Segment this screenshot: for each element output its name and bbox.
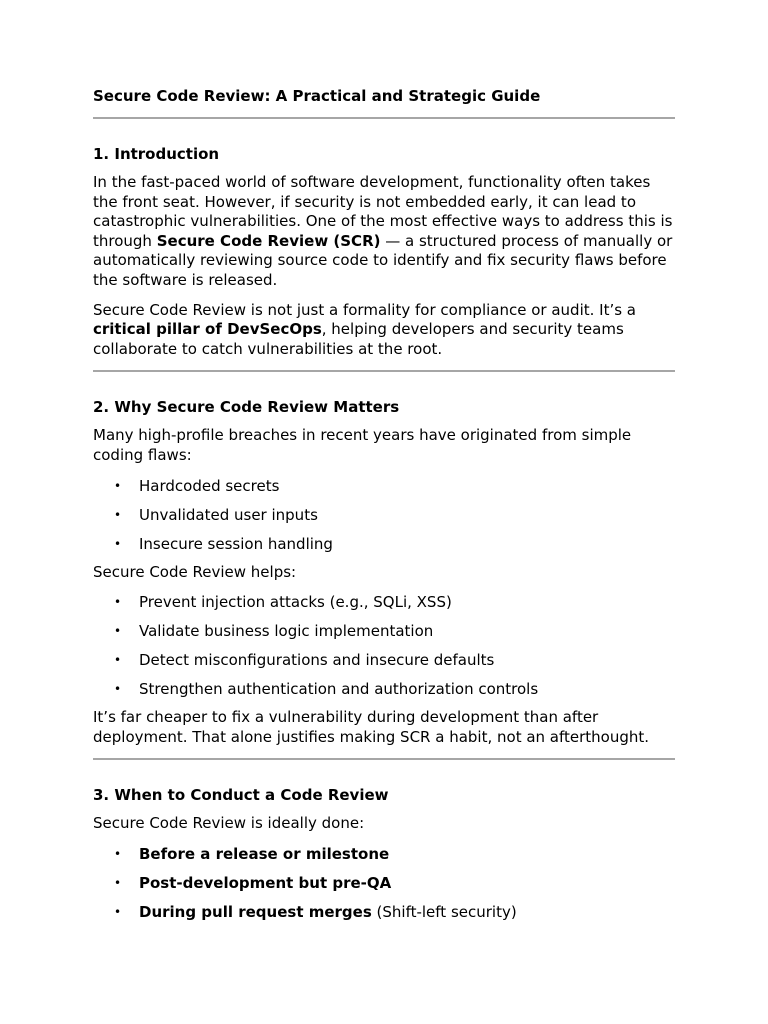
list-item <box>93 534 675 554</box>
list-item <box>93 844 675 864</box>
list-item <box>93 476 675 496</box>
section-heading-when-to-conduct: 3. When to Conduct a Code Review <box>93 786 389 805</box>
list-item-text: Validate business logic implementation <box>139 622 434 641</box>
list-item-text: Strengthen authentication and authorization controls <box>139 680 539 699</box>
intro-text-end: — a structured process of manually or automatically reviewing source code to identify and fix security flaws before the software is released. <box>93 231 673 289</box>
list-item <box>93 621 675 641</box>
list-item <box>93 873 675 893</box>
bullet-icon: • <box>114 875 122 890</box>
bullet-icon: • <box>114 507 122 522</box>
why-closing-paragraph: It’s far cheaper to fix a vulnerability during development than after deployment. That alone justifies making SCR a habit, not an afterthought. <box>93 708 650 746</box>
section-heading-why-matters: 2. Why Secure Code Review Matters <box>93 398 400 417</box>
bullet-icon: • <box>114 682 122 697</box>
list-item-text: Unvalidated user inputs <box>139 505 318 524</box>
intro-paragraph-2 <box>93 301 675 360</box>
when-list <box>93 844 675 922</box>
section-heading-introduction: 1. Introduction <box>93 145 220 163</box>
list-item-bold-text: Before a release or milestone <box>139 844 390 863</box>
list-item-bold-text: Post-development but pre-QA <box>139 873 392 892</box>
helps-list <box>93 592 675 699</box>
intro-scr-emphasis: Secure Code Review (SCR) <box>156 231 381 250</box>
list-item <box>93 592 675 612</box>
bullet-icon: • <box>114 595 122 610</box>
intro2-text-start: Secure Code Review is not just a formality for compliance or audit. It’s a <box>93 300 636 319</box>
list-item <box>93 505 675 525</box>
list-item-text: Hardcoded secrets <box>139 476 280 495</box>
list-item <box>93 650 675 670</box>
bullet-icon: • <box>114 653 122 668</box>
bullet-icon: • <box>114 904 122 919</box>
intro2-text-end: , helping developers and security teams collaborate to catch vulnerabilities at the root. <box>93 320 624 358</box>
bullet-icon: • <box>114 536 122 551</box>
intro-text-start: In the fast-paced world of software development, functionality often takes the front seat. However, if security is not embedded early, it can lead to catastrophic vulnerabilities. One of the most effective ways to address this is through <box>93 173 673 250</box>
intro2-devsecops-emphasis: critical pillar of DevSecOps <box>93 320 322 339</box>
list-item-text: Prevent injection attacks (e.g., SQLi, XSS) <box>139 593 452 612</box>
bullet-icon: • <box>114 846 122 861</box>
list-item-text: Detect misconfigurations and insecure defaults <box>139 651 495 670</box>
helps-label: Secure Code Review helps: <box>93 562 297 581</box>
document-title: Secure Code Review: A Practical and Strategic Guide <box>93 87 541 105</box>
list-item-bold-text: During pull request merges <box>139 902 372 921</box>
intro-paragraph-1 <box>93 173 675 291</box>
bullet-icon: • <box>114 624 122 639</box>
document-page <box>93 86 675 922</box>
list-item <box>93 679 675 699</box>
flaws-list <box>93 476 675 554</box>
when-intro-paragraph: Secure Code Review is ideally done: <box>93 814 365 833</box>
list-item-text: Insecure session handling <box>139 534 333 553</box>
why-intro-paragraph: Many high-profile breaches in recent years have originated from simple coding flaws: <box>93 426 632 464</box>
bullet-icon: • <box>114 478 122 493</box>
list-item-text: (Shift-left security) <box>371 902 517 921</box>
list-item <box>93 902 675 922</box>
